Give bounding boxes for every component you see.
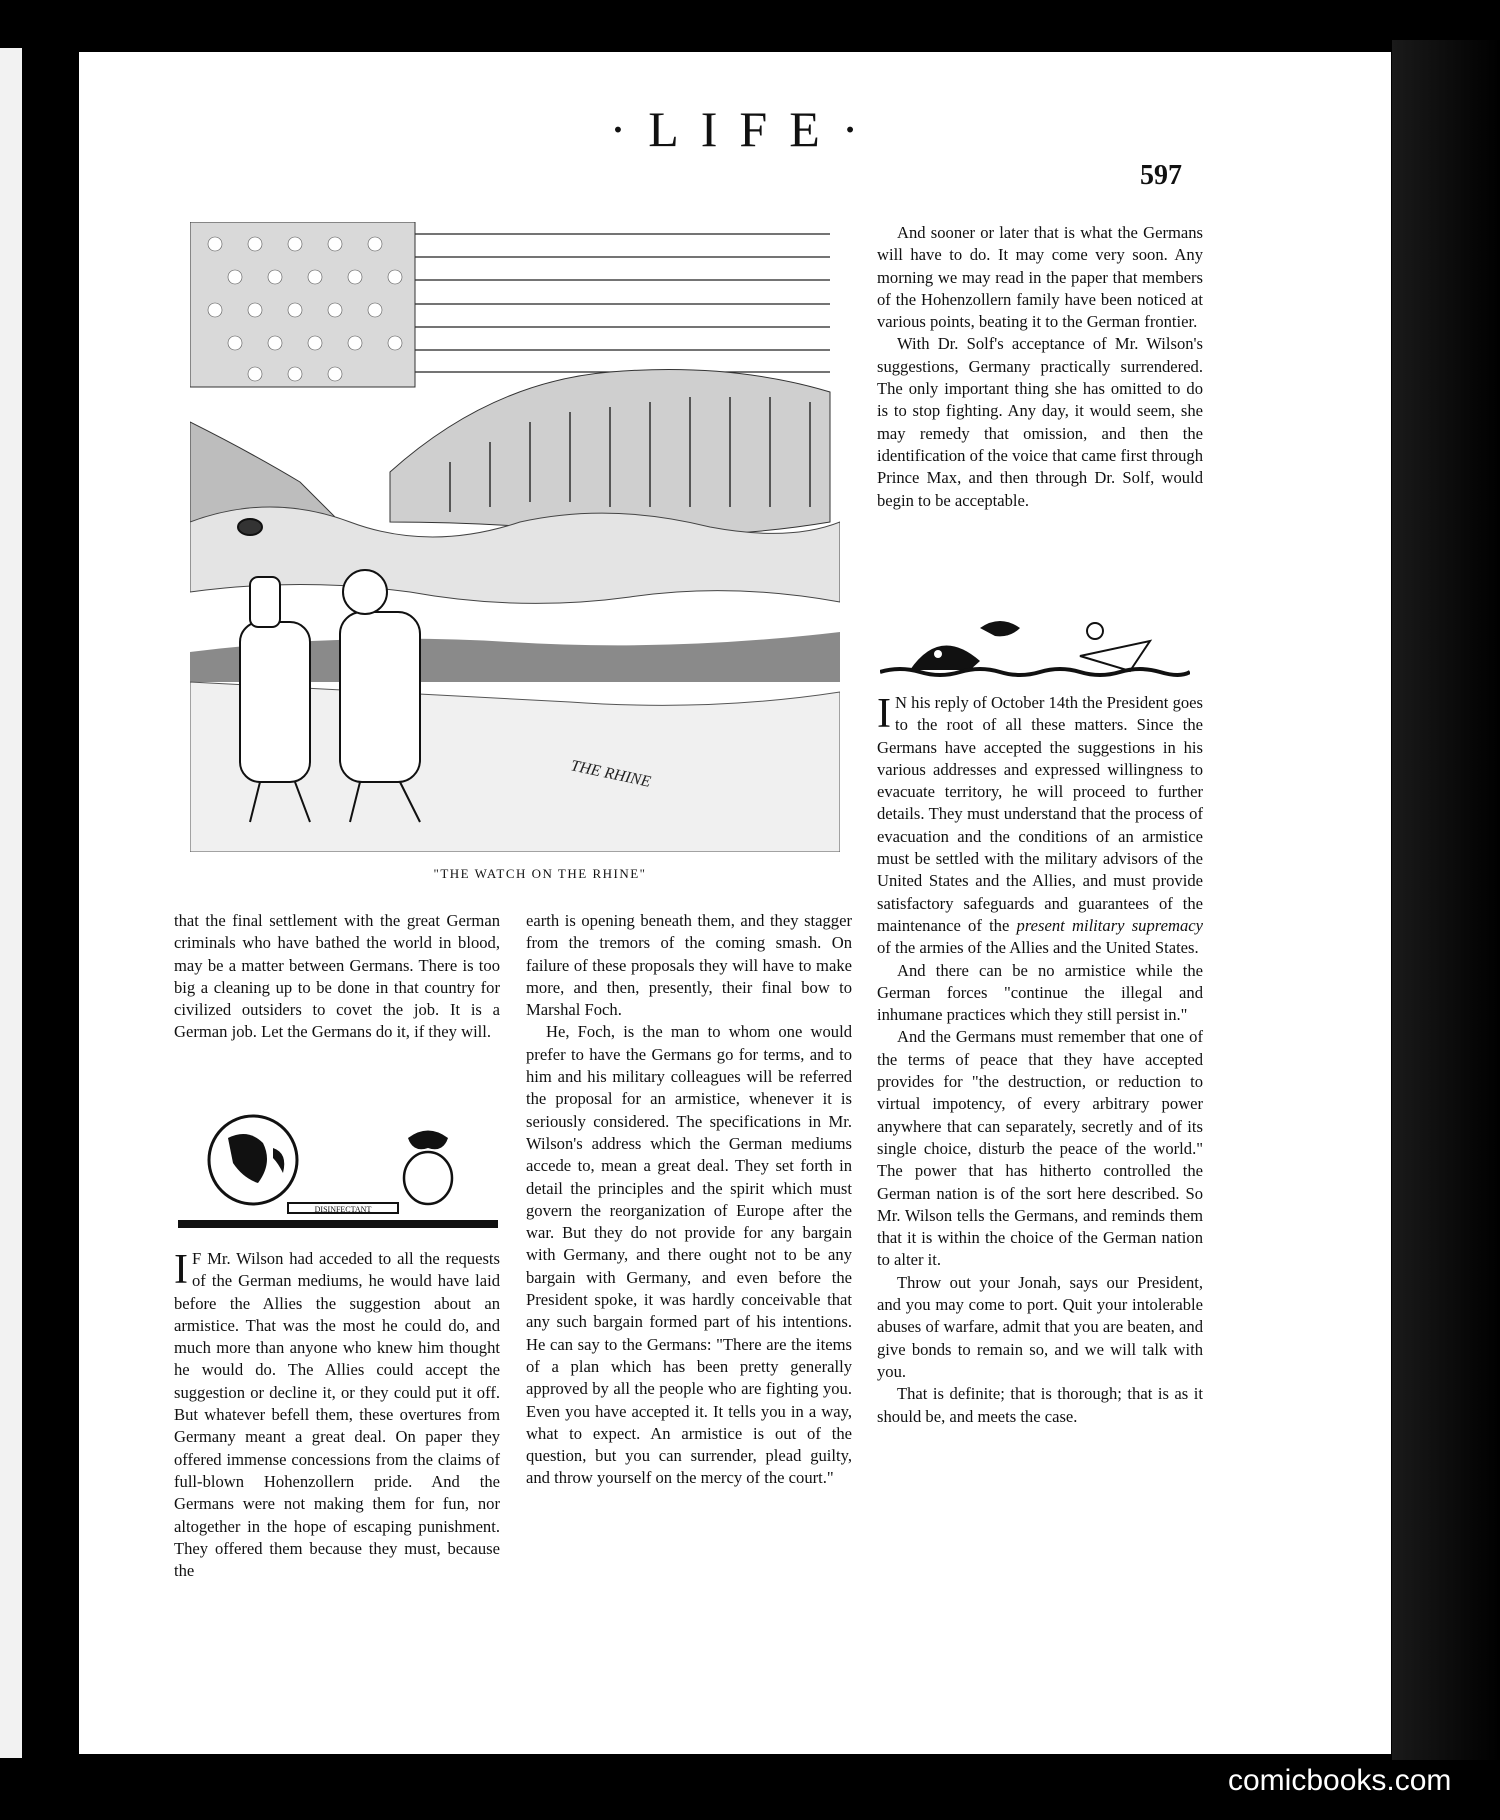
site-watermark: comicbooks.com bbox=[1228, 1764, 1452, 1797]
col3-paragraph-6: Throw out your Jonah, says our President, and you may come to port. Quit your intolerable abuses of warfare, admit that you are beaten, and give bonds to remain so, and we will talk with you. bbox=[877, 1272, 1203, 1381]
page-number: 597 bbox=[1140, 160, 1182, 191]
column-1 bbox=[174, 910, 500, 1044]
col3-paragraph-5: And the Germans must remember that one of the terms of peace that they have accepted provides for "the destruction, or reduction to virtual impotency, of every arbitrary power anywhere that can separately, secretly and of its single choice, disturb the peace of the world." The power that has hitherto controlled the German nation is of the sort here described. So Mr. Wilson tells the Germans, and reminds them that it is within the choice of the German nation to alter it. bbox=[877, 1027, 1203, 1270]
col1-paragraph-2: I F Mr. Wilson had acceded to all the requests of the German mediums, he would have laid before the Allies the suggestion about an armistice. That was the most he could do, and much more than anyone who knew him thought he would do. The Allies could accept the suggestion or decline it, or they could put it off. But whatever befell them, these overtures from Germany meant a great deal. On paper they offered immense concessions from the claims of full-blown Hohenzollern pride. And the Germans were not making them for fun, nor altogether in the hope of escaping punishment. They offered them because they must, because the bbox=[174, 1247, 500, 1581]
vignette-sea-jonah bbox=[880, 606, 1190, 686]
river-label: THE RHINE bbox=[569, 757, 653, 791]
boat-icon bbox=[1080, 641, 1150, 671]
disinfectant-label: DISINFECTANT bbox=[314, 1205, 372, 1214]
cartoon-watch-on-the-rhine bbox=[190, 222, 840, 852]
kaiser-caricature bbox=[404, 1152, 452, 1204]
col3-paragraph-4: And there can be no armistice while the German forces "continue the illegal and inhumane practices which they still persist in." bbox=[877, 960, 1203, 1025]
column-3-lower bbox=[877, 692, 1203, 1428]
col1-paragraph-1: that the final settlement with the great German criminals who have bathed the world in blood, may be a matter between Germans. There is too big a cleaning up to be done in that country for civilized outsiders to covet the job. It is a German job. Let the Germans do it, if they will. bbox=[174, 911, 500, 1042]
column-2 bbox=[526, 910, 852, 1490]
col2-paragraph-2: He, Foch, is the man to whom one would prefer to have the Germans go for terms, and to him and his military colleagues will be referred the proposal for an armistice, whenever it is seriously considered. The specifications in Mr. Wilson's address which the German mediums accede to, mean a great deal. They set forth in detail the principles and the spirit which must govern the reorganization of Europe after the war. But they do not provide for any bargain with Germany, and there ought not to be any bargain with Germany, and even before the President spoke, it was hardly conceivable that any such bargain formed part of his intentions. He can say to the Germans: "There are the items of a plan which has been pretty generally approved by all the people who are fighting you. Even you have accepted it. It tells you in a way, what to expect. An armistice is out of the question, but you can surrender, plead guilty, and throw yourself on the mercy of the court." bbox=[526, 1022, 852, 1488]
col3-paragraph-1: And sooner or later that is what the Germans will have to do. It may come very soon. Any morning we may read in the paper that members of the Hohenzollern family have been noticed at various points, beating it to the German frontier. bbox=[877, 223, 1203, 332]
adjacent-page-edge bbox=[0, 48, 22, 1758]
dropcap-i: I bbox=[174, 1247, 188, 1293]
cartoon-caption: "THE WATCH ON THE RHINE" bbox=[433, 866, 647, 881]
dropcap-i: I bbox=[877, 691, 891, 737]
col3-paragraph-2: With Dr. Solf's acceptance of Mr. Wilson's suggestions, Germany practically surrendered. The only important thing she has omitted to do is to stop fighting. Any day, it would seem, she may remedy that omission, and then the identification of the voice that came first through Prince Max, and then through Dr. Solf, would begin to be acceptable. bbox=[877, 334, 1203, 510]
col3-paragraph-3: I N his reply of October 14th the President goes to the root of all these matters. Since the Germans have accepted the suggestions in his various addresses and expressed willingness to evacuate territory, he will proceed to further details. They must understand that the process of evacuation and the conditions of an armistice must be settled with the military advisors of the United States and the Allies, and must provide satisfactory safeguards and guarantees of the maintenance of the present military supremacy of the armies of the Allies and the United States. bbox=[877, 691, 1203, 958]
vignette-globe-disinfectant bbox=[178, 1108, 498, 1230]
column-3-upper bbox=[877, 222, 1203, 512]
col2-paragraph-1: earth is opening beneath them, and they stagger from the tremors of the coming smash. On failure of these proposals they will have to make more, and then, presently, their final bow to Marshal Foch. bbox=[526, 911, 852, 1020]
column-1-lower bbox=[174, 1248, 500, 1582]
col3-paragraph-7: That is definite; that is thorough; that is as it should be, and meets the case. bbox=[877, 1384, 1203, 1426]
whale-icon bbox=[910, 645, 980, 670]
masthead: ·LIFE· bbox=[609, 101, 881, 157]
page-shadow-edge bbox=[1392, 40, 1500, 1760]
